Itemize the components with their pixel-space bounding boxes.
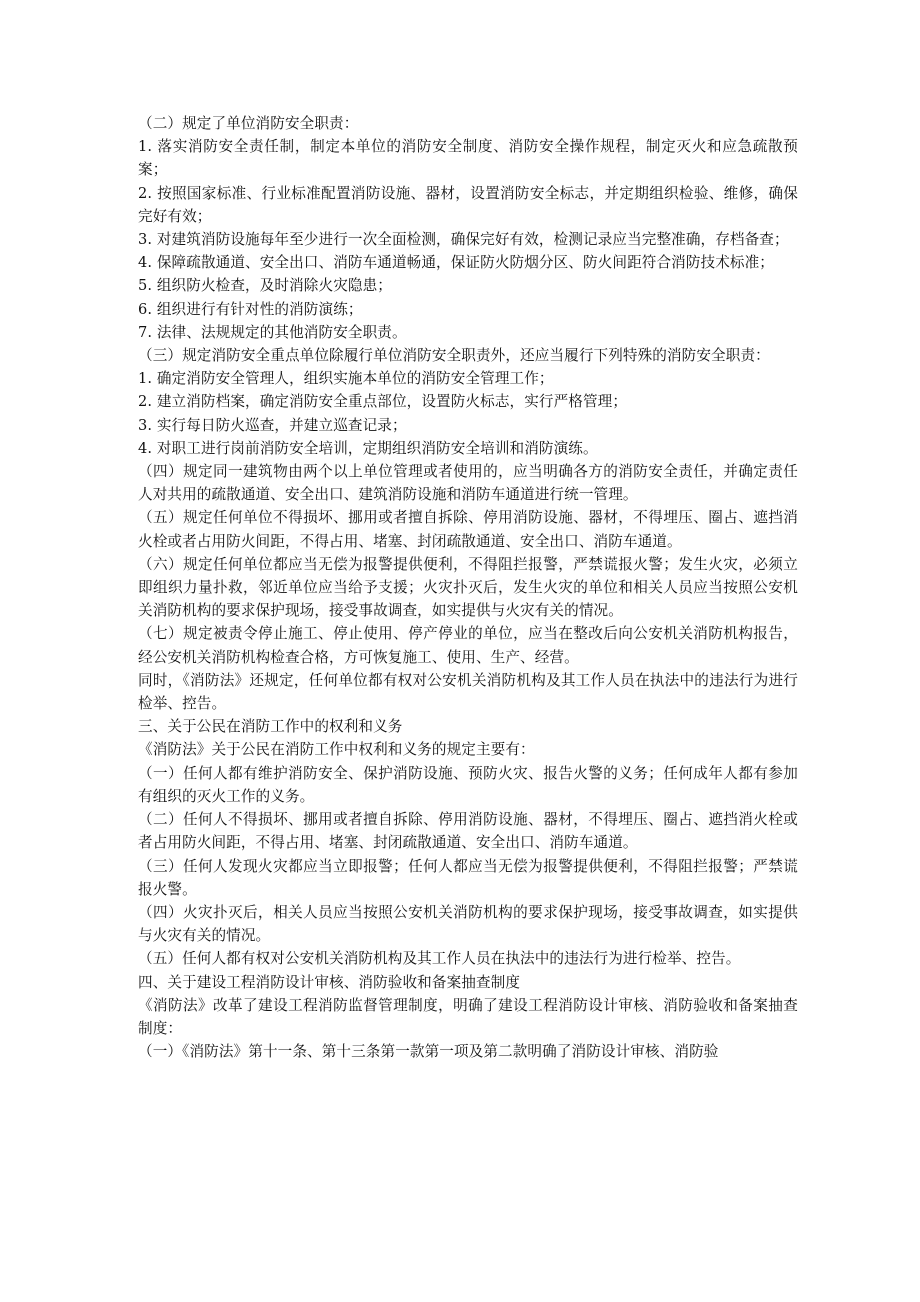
document-page: [138, 112, 798, 1063]
document-paragraph: （三）规定消防安全重点单位除履行单位消防安全职责外，还应当履行下列特殊的消防安全职责：: [138, 347, 770, 365]
document-paragraph: （二）任何人不得损坏、挪用或者擅自拆除、停用消防设施、器材，不得埋压、圈占、遮挡消火栓或者占用防火间距，不得占用、堵塞、封闭疏散通道、安全出口、消防车通道。: [138, 811, 798, 852]
document-paragraph: 《消防法》改革了建设工程消防监督管理制度，明确了建设工程消防设计审核、消防验收和备案抽查制度：: [138, 996, 798, 1037]
document-paragraph: 4. 对职工进行岗前消防安全培训，定期组织消防安全培训和消防演练。: [138, 439, 598, 457]
document-paragraph: 3. 实行每日防火巡查，并建立巡查记录；: [138, 416, 407, 434]
document-paragraph: （二）规定了单位消防安全职责：: [138, 115, 359, 132]
document-paragraph: 3. 对建筑消防设施每年至少进行一次全面检测，确保完好有效，检测记录应当完整准确，存档备查；: [138, 231, 789, 249]
document-paragraph: 2. 按照国家标准、行业标准配置消防设施、器材，设置消防安全标志，并定期组织检验、维修，确保完好有效；: [138, 184, 798, 225]
document-paragraph: （五）任何人都有权对公安机关消防机构及其工作人员在执法中的违法行为进行检举、控告。: [138, 950, 741, 968]
document-paragraph: 2. 建立消防档案，确定消防安全重点部位，设置防火标志，实行严格管理；: [138, 393, 628, 411]
section-heading: 三、关于公民在消防工作中的权利和义务: [138, 718, 403, 736]
document-paragraph: 7. 法律、法规规定的其他消防安全职责。: [138, 323, 407, 341]
section-heading: 四、关于建设工程消防设计审核、消防验收和备案抽查制度: [138, 973, 521, 991]
document-paragraph: （三）任何人发现火灾都应当立即报警；任何人都应当无偿为报警提供便利，不得阻拦报警；严禁谎报火警。: [138, 857, 798, 898]
document-paragraph: （一）《消防法》第十一条、第十三条第一款第一项及第二款明确了消防设计审核、消防验: [138, 1043, 719, 1061]
document-paragraph: 6. 组织进行有针对性的消防演练；: [138, 300, 363, 318]
document-paragraph: 4. 保障疏散通道、安全出口、消防车通道畅通，保证防火防烟分区、防火间距符合消防技术标准；: [138, 254, 775, 272]
document-paragraph: （一）任何人都有维护消防安全、保护消防设施、预防火灾、报告火警的义务；任何成年人都有参加有组织的灭火工作的义务。: [138, 764, 798, 805]
document-paragraph: （四）火灾扑灭后，相关人员应当按照公安机关消防机构的要求保护现场，接受事故调查，如实提供与火灾有关的情况。: [138, 903, 798, 945]
document-paragraph: 5. 组织防火检查，及时消除火灾隐患；: [138, 277, 392, 295]
document-paragraph: （四）规定同一建筑物由两个以上单位管理或者使用的，应当明确各方的消防安全责任，并确定责任人对共用的疏散通道、安全出口、建筑消防设施和消防车通道进行统一管理。: [138, 463, 798, 504]
document-paragraph: （五）规定任何单位不得损坏、挪用或者擅自拆除、停用消防设施、器材，不得埋压、圈占、遮挡消火栓或者占用防火间距，不得占用、堵塞、封闭疏散通道、安全出口、消防车通道。: [138, 509, 798, 550]
document-paragraph: 1. 确定消防安全管理人，组织实施本单位的消防安全管理工作；: [138, 370, 554, 388]
document-paragraph: 同时，《消防法》还规定，任何单位都有权对公安机关消防机构及其工作人员在执法中的违法行为进行检举、控告。: [138, 671, 798, 713]
document-paragraph: （六）规定任何单位都应当无偿为报警提供便利，不得阻拦报警，严禁谎报火警；发生火灾，必须立即组织力量扑救，邻近单位应当给予支援；火灾扑灭后，发生火灾的单位和相关人员应当按照公安机关消防机构的要求保护现场，接受事故调查，如实提供与火灾有关的情况。: [138, 555, 798, 620]
document-paragraph: 1. 落实消防安全责任制，制定本单位的消防安全制度、消防安全操作规程，制定灭火和应急疏散预案；: [138, 138, 798, 179]
document-paragraph: 《消防法》关于公民在消防工作中权利和义务的规定主要有：: [138, 741, 535, 759]
document-paragraph: （七）规定被责令停止施工、停止使用、停产停业的单位，应当在整改后向公安机关消防机构报告，经公安机关消防机构检查合格，方可恢复施工、使用、生产、经营。: [138, 625, 798, 666]
